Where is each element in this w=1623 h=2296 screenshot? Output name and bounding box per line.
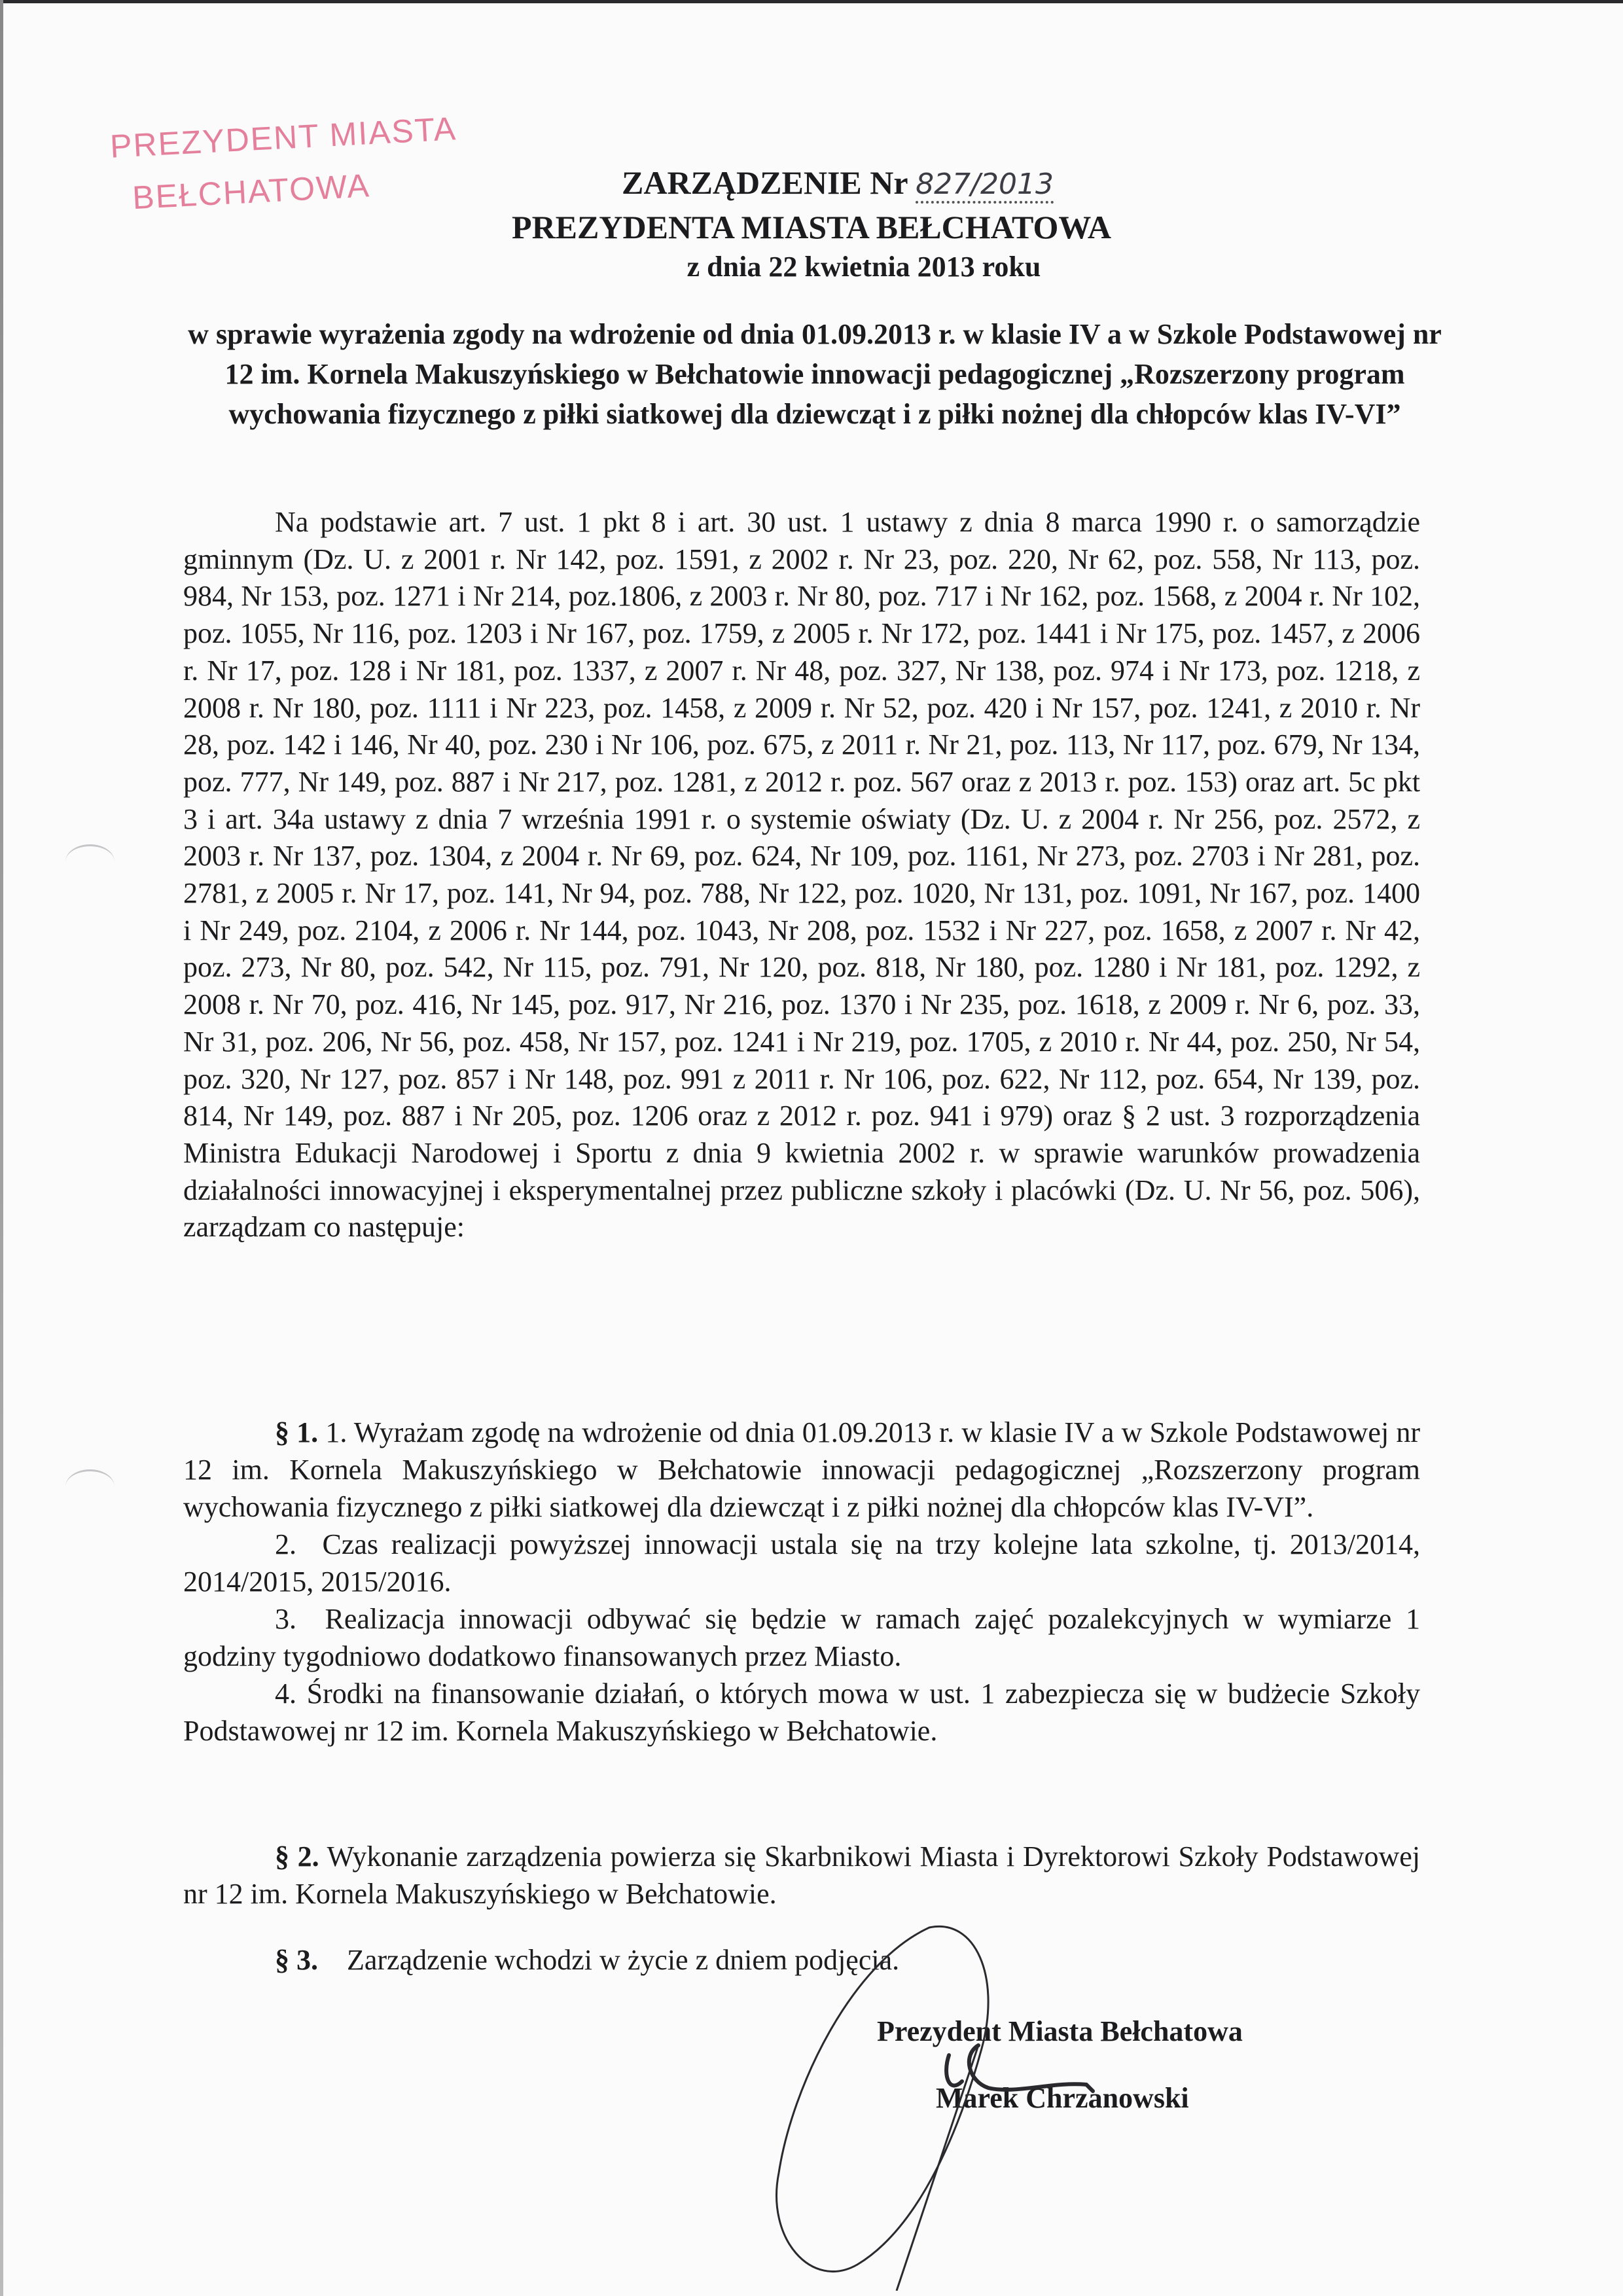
- legal-basis-preamble: Na podstawie art. 7 ust. 1 pkt 8 i art. 30 ust. 1 ustawy z dnia 8 marca 1990 r. o samorządzie gminnym (Dz. U. z 2001 r. Nr 142, poz. 1591, z 2002 r. Nr 23, poz. 220, Nr 62, poz. 558, Nr 113, poz. 984, Nr 153, poz. 1271 i Nr 214, poz.1806, z 2003 r. Nr 80, poz. 717 i Nr 162, poz. 1568, z 2004 r. Nr 102, poz. 1055, Nr 116, poz. 1203 i Nr 167, poz. 1759, z 2005 r. Nr 172, poz. 1441 i Nr 175, poz. 1457, z 2006 r. Nr 17, poz. 128 i Nr 181, poz. 1337, z 2007 r. Nr 48, poz. 327, Nr 138, poz. 974 i Nr 173, poz. 1218, z 2008 r. Nr 180, poz. 1111 i Nr 223, poz. 1458, z 2009 r. Nr 52, poz. 420 i Nr 157, poz. 1241, z 2010 r. Nr 28, poz. 142 i 146, Nr 40, poz. 230 i Nr 106, poz. 675, z 2011 r. Nr 21, poz. 113, Nr 117, poz. 679, Nr 134, poz. 777, Nr 149, poz. 887 i Nr 217, poz. 1281, z 2012 r. poz. 567 oraz z 2013 r. poz. 153) oraz art. 5c pkt 3 i art. 34a ustawy z dnia 7 września 1991 r. o systemie oświaty (Dz. U. z 2004 r. Nr 256, poz. 2572, z 2003 r. Nr 137, poz. 1304, z 2004 r. Nr 69, poz. 624, Nr 109, poz. 1161, Nr 273, poz. 2703 i Nr 281, poz. 2781, z 2005 r. Nr 17, poz. 141, Nr 94, poz. 788, Nr 122, poz. 1020, Nr 131, poz. 1091, Nr 167, poz. 1400 i Nr 249, poz. 2104, z 2006 r. Nr 144, poz. 1043, Nr 208, poz. 1532 i Nr 227, poz. 1658, z 2007 r. Nr 42, poz. 273, Nr 80, poz. 542, Nr 115, poz. 791, Nr 120, poz. 818, Nr 180, poz. 1280 i Nr 181, poz. 1292, z 2008 r. Nr 70, poz. 416, Nr 145, poz. 917, Nr 216, poz. 1370 i Nr 235, poz. 1618, z 2009 r. Nr 6, poz. 33, Nr 31, poz. 206, Nr 56, poz. 458, Nr 157, poz. 1241 i Nr 219, poz. 1705, z 2010 r. Nr 44, poz. 250, Nr 54, poz. 320, Nr 127, poz. 857 i Nr 148, poz. 991 z 2011 r. Nr 106, poz. 622, Nr 112, poz. 654, Nr 139, poz. 814, Nr 149, poz. 887 i Nr 205, poz. 1206 oraz z 2012 r. poz. 941 i 979) oraz § 2 ust. 3 rozporządzenia Ministra Edukacji Narodowej i Sportu z dnia 9 kwietnia 2002 r. w sprawie warunków prowadzenia działalności innowacyjnej i eksperymentalnej przez publiczne szkoły i placówki (Dz. U. Nr 56, poz. 506), zarządzam co następuje:: [183, 506, 1420, 1244]
- document-date: z dnia 22 kwietnia 2013 roku: [687, 251, 1041, 283]
- section-2: § 2. Wykonanie zarządzenia powierza się Skarbnikowi Miasta i Dyrektorowi Szkoły Podstawowej nr 12 im. Kornela Makuszyńskiego w Bełchatowie.: [183, 1840, 1420, 1910]
- section-2-label: § 2.: [275, 1840, 319, 1873]
- document-subject: w sprawie wyrażenia zgody na wdrożenie od dnia 01.09.2013 r. w klasie IV a w Szkole Podstawowej nr 12 im. Kornela Makuszyńskiego w Bełchatowie innowacji pedagogicznej „Rozszerzony program wychowania fizycznego z piłki siatkowej dla dziewcząt i z piłki nożnej dla chłopców klas IV-VI”: [188, 318, 1442, 430]
- section-1-item-2: 2. Czas realizacji powyższej innowacji ustala się na trzy kolejne lata szkolne, tj. 2013/2014, 2014/2015, 2015/2016.: [183, 1528, 1421, 1598]
- document-title: [0, 164, 1623, 202]
- punch-hole-mark: [65, 844, 115, 879]
- section-1-item-1: § 1. 1. Wyrażam zgodę na wdrożenie od dnia 01.09.2013 r. w klasie IV a w Szkole Podstawowej nr 12 im. Kornela Makuszyńskiego w Bełchatowie innowacji pedagogicznej „Rozszerzony program wychowania fizycznego z piłki siatkowej dla dziewcząt i z piłki nożnej dla chłopców klas IV-VI”.: [183, 1416, 1421, 1523]
- stamp-line-2: BEŁCHATOWA: [131, 167, 371, 217]
- handwritten-number: 827/2013: [916, 168, 1054, 204]
- scan-edge-top: [0, 0, 1623, 3]
- section-1: [183, 1414, 1420, 1749]
- stamp-line-1: PREZYDENT MIASTA: [109, 110, 458, 165]
- title-prefix: ZARZĄDZENIE Nr: [622, 164, 916, 201]
- punch-hole-mark: [65, 1469, 115, 1504]
- issuing-authority: PREZYDENTA MIASTA BEŁCHATOWA: [512, 209, 1111, 245]
- section-3-label: § 3.: [275, 1944, 318, 1976]
- section-3: § 3. Zarządzenie wchodzi w życie z dniem podjęcia.: [275, 1944, 900, 1976]
- section-1-item-3: 3. Realizacja innowacji odbywać się będzie w ramach zajęć pozalekcyjnych w wymiarze 1 godziny tygodniowo dodatkowo finansowanych przez Miasto.: [183, 1603, 1420, 1672]
- section-1-label: § 1.: [275, 1416, 319, 1448]
- section-1-item-4: 4. Środki na finansowanie działań, o których mowa w ust. 1 zabezpiecza się w budżecie Szkoły Podstawowej nr 12 im. Kornela Makuszyńskiego w Bełchatowie.: [183, 1677, 1420, 1747]
- signatory-name: Marek Chrzanowski: [936, 2082, 1189, 2114]
- scan-edge-left: [0, 0, 3, 2296]
- signatory-title: Prezydent Miasta Bełchatowa: [877, 2015, 1243, 2047]
